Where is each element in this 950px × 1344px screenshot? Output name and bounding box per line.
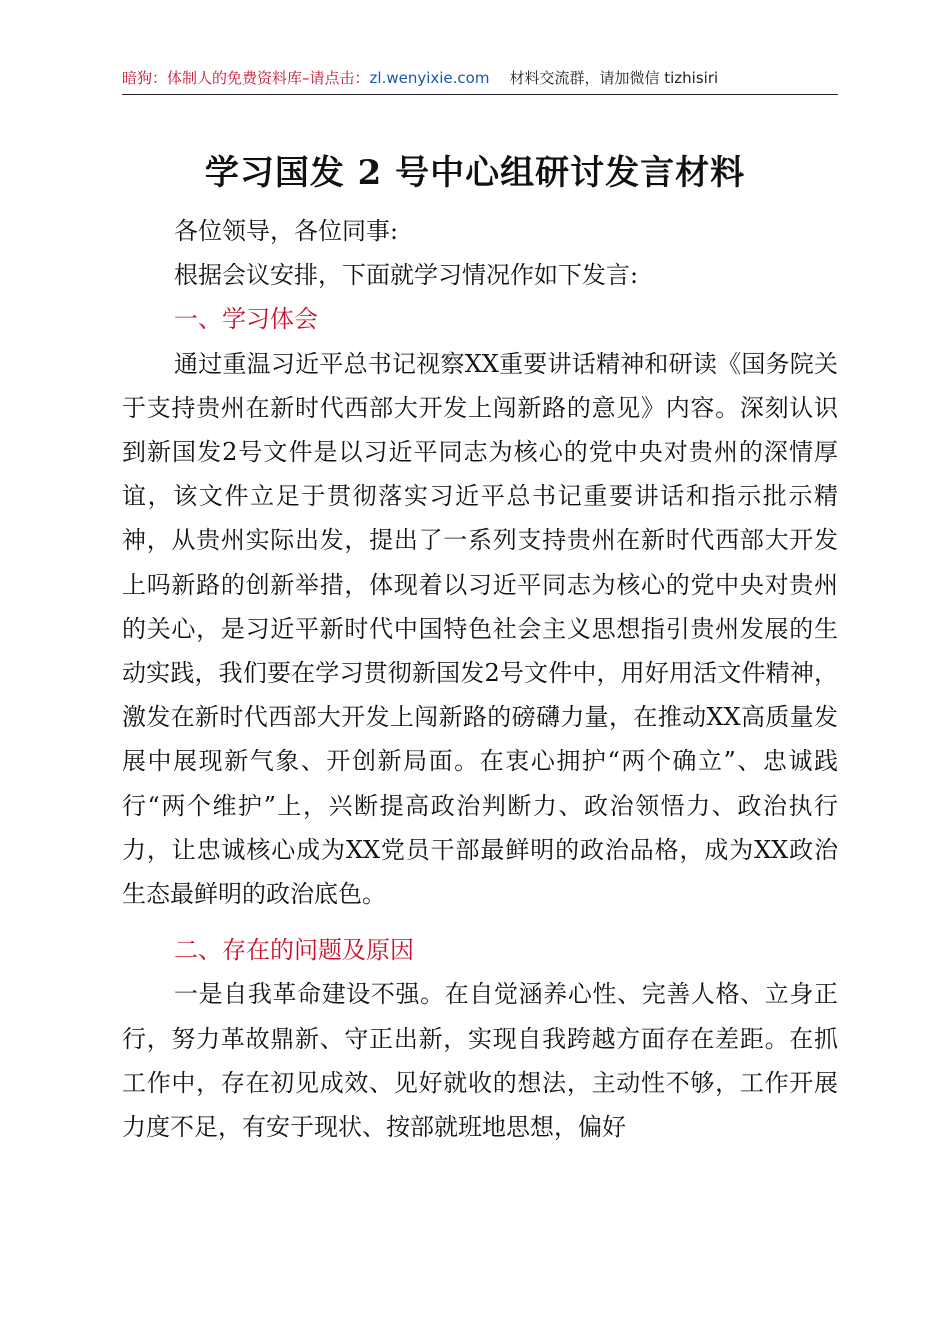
header-contact: 材料交流群，请加微信 tizhisiri (509, 69, 719, 87)
document-body (122, 209, 838, 1149)
section-heading-2: 二、存在的问题及原因 (174, 936, 414, 965)
section-paragraph-2: 一是自我革命建设不强。在自觉涵养心性、完善人格、立身正行，努力革故鼎新、守正出新，实现自我跨越方面存在差距。在抓工作中，存在初见成效、见好就收的想法，主动性不够，工作开展力度不足，有安于现状、按部就班地思想，偏好 (122, 980, 838, 1142)
greeting: 各位领导，各位同事: (174, 217, 399, 245)
section-heading-1: 一、学习体会 (174, 305, 318, 334)
section-paragraph-1: 通过重温习近平总书记视察XX重要讲话精神和研读《国务院关于支持贵州在新时代西部大开发上闯新路的意见》内容。深刻认识到新国发2号文件是以习近平同志为核心的党中央对贵州的深情厚谊，该文件立足于贯彻落实习近平总书记重要讲话和指示批示精神，从贵州实际出发，提出了一系列支持贵州在新时代西部大开发上吗新路的创新举措，体现着以习近平同志为核心的党中央对贵州的关心，是习近平新时代中国特色社会主义思想指引贵州发展的生动实践，我们要在学习贯彻新国发2号文件中，用好用活文件精神，激发在新时代西部大开发上闯新路的磅礴力量，在推动XX高质量发展中展现新气象、开创新局面。在衷心拥护“两个确立”、忠诚践行“两个维护”上，兴断提高政治判断力、政治领悟力、政治执行力，让忠诚核心成为XX党员干部最鲜明的政治品格，成为XX政治生态最鲜明的政治底色。 (122, 349, 838, 909)
document-title: 学习国发 2 号中心组研讨发言材料 (204, 153, 746, 193)
intro-paragraph: 根据会议安排，下面就学习情况作如下发言: (174, 261, 639, 290)
header-click-prompt: –请点击： (302, 69, 370, 87)
page-header (122, 64, 838, 95)
header-site-name: 暗狗：体制人的免费资料库 (122, 69, 303, 87)
header-link[interactable]: zl.wenyixie.com (369, 69, 490, 87)
